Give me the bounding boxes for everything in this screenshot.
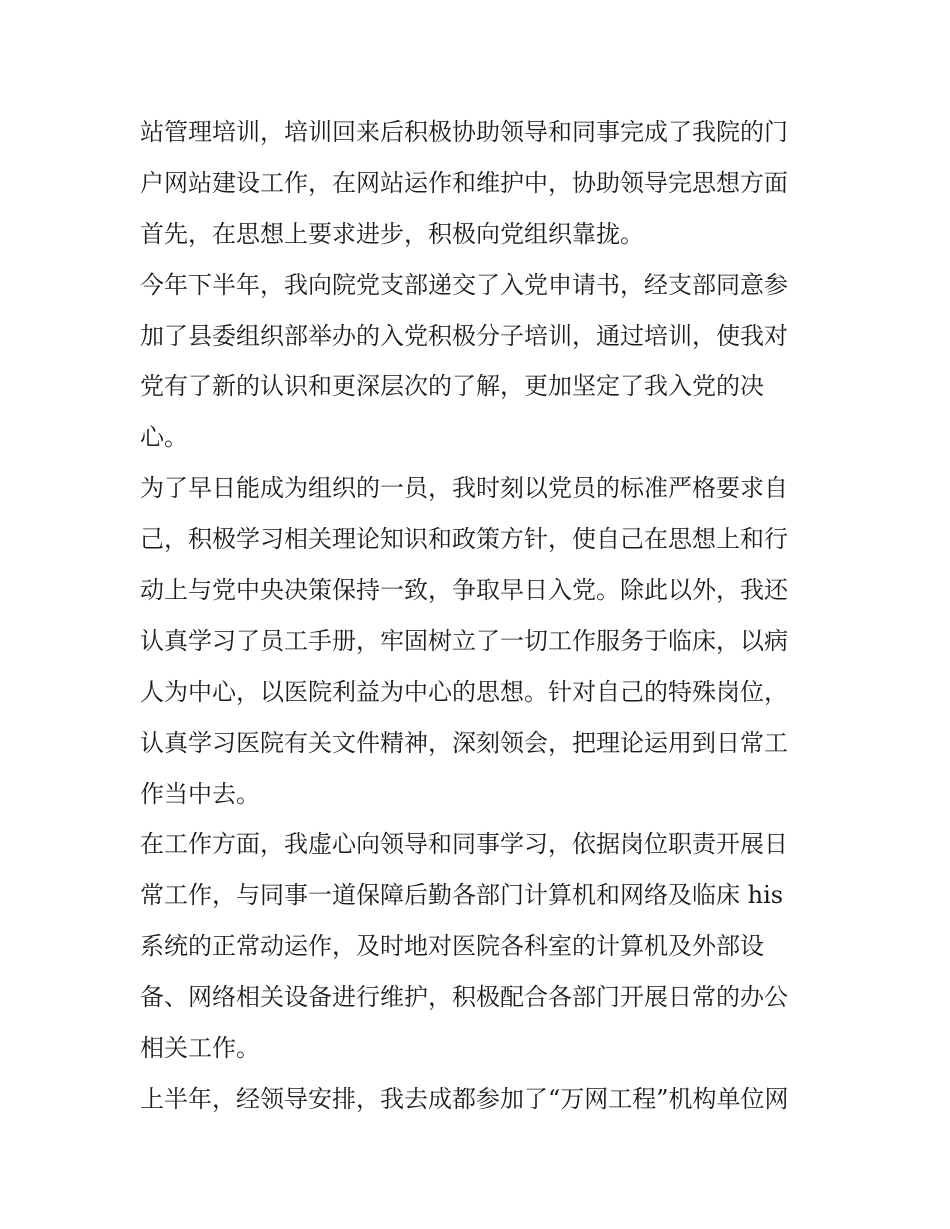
text-line: 系统的正常动运作，及时地对医院各科室的计算机及外部设 — [140, 932, 764, 961]
text-line: 备、网络相关设备进行维护，积极配合各部门开展日常的办公 — [140, 983, 788, 1012]
text-line: 党有了新的认识和更深层次的了解，更加坚定了我入党的决 — [140, 372, 764, 401]
text-line: 己，积极学习相关理论知识和政策方针，使自己在思想上和行 — [140, 525, 788, 554]
text-line: 在工作方面，我虚心向领导和同事学习，依据岗位职责开展日 — [140, 830, 788, 859]
text-line: 动上与党中央决策保持一致，争取早日入党。除此以外，我还 — [140, 576, 788, 605]
text-line: 上半年，经领导安排，我去成都参加了“万网工程”机构单位网 — [140, 1084, 789, 1113]
text-line: 人为中心，以医院利益为中心的思想。针对自己的特殊岗位， — [140, 677, 788, 706]
text-line: 加了县委组织部举办的入党积极分子培训，通过培训，使我对 — [140, 321, 788, 350]
text-line: 首先，在思想上要求进步，积极向党组织靠拢。 — [140, 219, 644, 248]
text-line: 户网站建设工作，在网站运作和维护中，协助领导完思想方面 — [140, 168, 788, 197]
text-line: 今年下半年，我向院党支部递交了入党申请书，经支部同意参 — [140, 270, 788, 299]
text-line: 认真学习了员工手册，牢固树立了一切工作服务于临床，以病 — [140, 626, 788, 655]
text-line: 相关工作。 — [140, 1034, 260, 1063]
document-body — [140, 107, 820, 1125]
text-line: 为了早日能成为组织的一员，我时刻以党员的标准严格要求自 — [140, 474, 788, 503]
text-line: 心。 — [140, 423, 188, 452]
text-line: 站管理培训，培训回来后积极协助领导和同事完成了我院的门 — [140, 118, 788, 146]
text-line: 认真学习医院有关文件精神，深刻领会，把理论运用到日常工 — [140, 728, 788, 757]
text-line: 作当中去。 — [140, 779, 260, 808]
text-line: 常工作，与同事一道保障后勤各部门计算机和网络及临床 his — [140, 881, 784, 910]
